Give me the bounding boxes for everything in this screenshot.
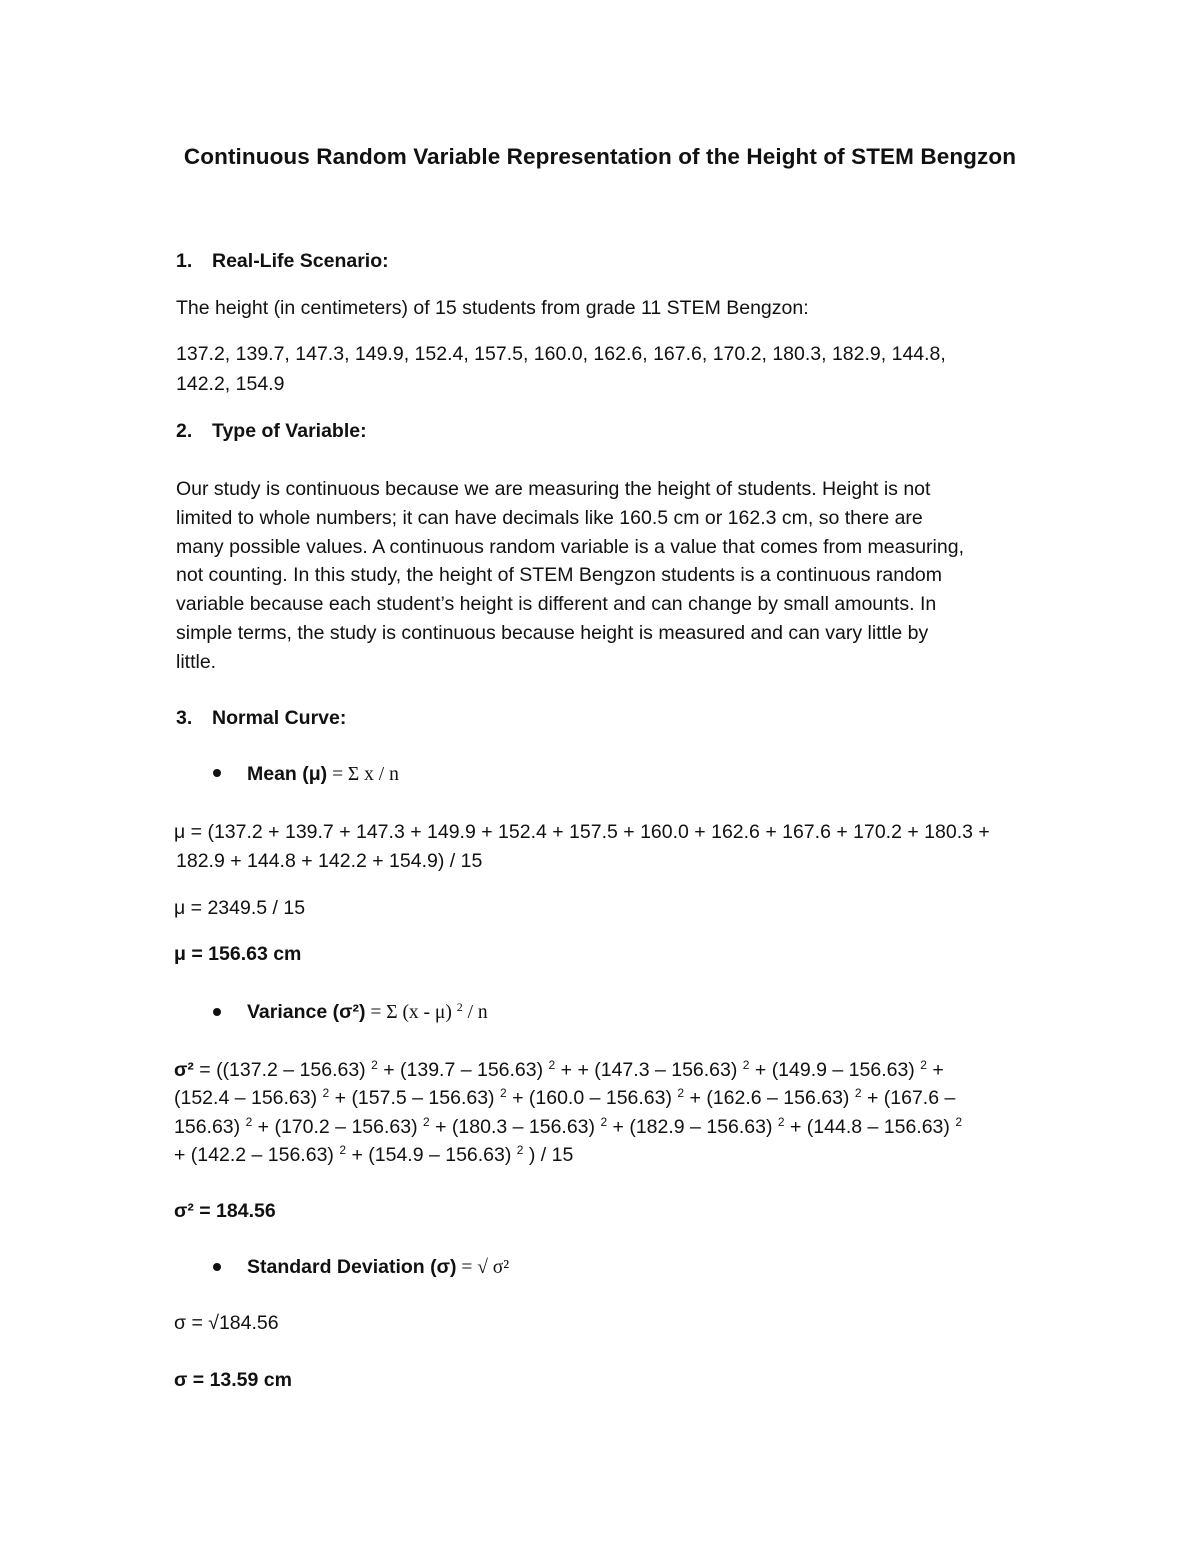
term-text: = ((137.2 – 156.63) [193, 1059, 372, 1081]
variance-label: Variance (σ²) [247, 1001, 366, 1023]
variance-result: σ² = 184.56 [174, 1200, 276, 1222]
section-1-heading [176, 247, 389, 276]
height-data-line-2: 142.2, 154.9 [176, 373, 285, 395]
superscript: 2 [245, 1115, 253, 1129]
variance-formula-line [247, 998, 488, 1028]
term-text: + (182.9 – 156.63) [607, 1116, 778, 1138]
superscript: 2 [339, 1143, 347, 1157]
superscript: 2 [600, 1115, 608, 1129]
variance-calc-line-1 [174, 1056, 944, 1085]
term-text: + (154.9 – 156.63) [346, 1144, 517, 1166]
variance-formula-prefix: = Σ (x - μ) [365, 1002, 457, 1023]
superscript: 2 [854, 1086, 862, 1100]
mean-formula: = Σ x / n [327, 764, 399, 785]
term-text: (152.4 – 156.63) [174, 1087, 323, 1109]
section-2-heading [176, 417, 367, 446]
term-text: + [926, 1059, 944, 1081]
variance-formula-suffix: / n [462, 1002, 488, 1023]
superscript: 2 [322, 1086, 330, 1100]
term-text: ) / 15 [523, 1144, 574, 1166]
term-text: + (160.0 – 156.63) [506, 1087, 678, 1109]
section-title: Normal Curve: [212, 707, 347, 729]
superscript: 2 [677, 1086, 685, 1100]
section-number: 1. [176, 250, 193, 272]
mean-label: Mean (μ) [247, 763, 328, 785]
term-text: + (170.2 – 156.63) [252, 1116, 423, 1138]
superscript: 2 [423, 1115, 430, 1129]
section-number: 3. [176, 707, 193, 729]
variance-calc-line-2 [174, 1084, 955, 1113]
mean-formula-line [247, 760, 399, 790]
superscript: 2 [548, 1058, 556, 1072]
paragraph-line: limited to whole numbers; it can have decimals like 160.5 cm or 162.3 cm, so there are [176, 507, 923, 529]
paragraph-line: little. [176, 651, 217, 673]
section-title: Type of Variable: [212, 420, 367, 442]
height-data-line-1: 137.2, 139.7, 147.3, 149.9, 152.4, 157.5, 160.0, 162.6, 167.6, 170.2, 180.3, 182.9, 144.8, [176, 343, 946, 365]
term-text: + (167.6 – [861, 1087, 956, 1109]
term-text: + (142.2 – 156.63) [174, 1144, 340, 1166]
section-number: 2. [176, 420, 193, 442]
superscript: 2 [516, 1143, 524, 1157]
term-text: + (180.3 – 156.63) [429, 1116, 601, 1138]
bullet-icon [213, 1008, 221, 1016]
paragraph-line: Our study is continuous because we are measuring the height of students. Height is not [176, 478, 931, 500]
term-text: + (157.5 – 156.63) [329, 1087, 500, 1109]
mean-result: μ = 156.63 cm [174, 943, 302, 965]
section-3-heading [176, 704, 346, 733]
std-dev-label: Standard Deviation (σ) [247, 1256, 457, 1278]
section-title: Real-Life Scenario: [212, 250, 389, 272]
superscript: 2 [955, 1115, 962, 1129]
paragraph-line: many possible values. A continuous random variable is a value that comes from measuring, [176, 536, 964, 558]
bullet-icon [213, 1263, 221, 1271]
variance-calc-line-4 [174, 1141, 573, 1170]
superscript: 2 [920, 1058, 927, 1072]
term-text: + (139.7 – 156.63) [377, 1059, 549, 1081]
std-dev-result: σ = 13.59 cm [174, 1369, 292, 1391]
document-title: Continuous Random Variable Representation of the Height of STEM Bengzon [183, 144, 1017, 169]
std-dev-step: σ = √184.56 [174, 1312, 279, 1334]
superscript: 2 [371, 1058, 378, 1072]
paragraph-line: not counting. In this study, the height of STEM Bengzon students is a continuous random [176, 564, 943, 586]
term-text: + + (147.3 – 156.63) [555, 1059, 743, 1081]
superscript: 2 [742, 1058, 750, 1072]
mean-calc-line-1: μ = (137.2 + 139.7 + 147.3 + 149.9 + 152.4 + 157.5 + 160.0 + 162.6 + 167.6 + 170.2 + 180.3 + [174, 821, 990, 843]
mean-step: μ = 2349.5 / 15 [174, 897, 306, 919]
term-text: + (144.8 – 156.63) [784, 1116, 956, 1138]
term-text: 156.63) [174, 1116, 246, 1138]
section-1-intro: The height (in centimeters) of 15 students from grade 11 STEM Bengzon: [176, 297, 809, 319]
superscript: 2 [499, 1086, 507, 1100]
mean-calc-line-2: 182.9 + 144.8 + 142.2 + 154.9) / 15 [176, 850, 483, 872]
paragraph-line: variable because each student’s height is different and can change by small amounts. In [176, 593, 937, 615]
variance-symbol: σ² [174, 1059, 194, 1081]
paragraph-line: simple terms, the study is continuous because height is measured and can vary little by [176, 622, 929, 644]
superscript: 2 [456, 1000, 463, 1014]
std-dev-formula-line [247, 1253, 509, 1283]
term-text: + (162.6 – 156.63) [684, 1087, 855, 1109]
term-text: + (149.9 – 156.63) [749, 1059, 921, 1081]
std-dev-formula: = √ σ² [456, 1257, 510, 1278]
superscript: 2 [777, 1115, 785, 1129]
variance-calc-line-3 [174, 1113, 962, 1142]
bullet-icon [213, 769, 221, 777]
